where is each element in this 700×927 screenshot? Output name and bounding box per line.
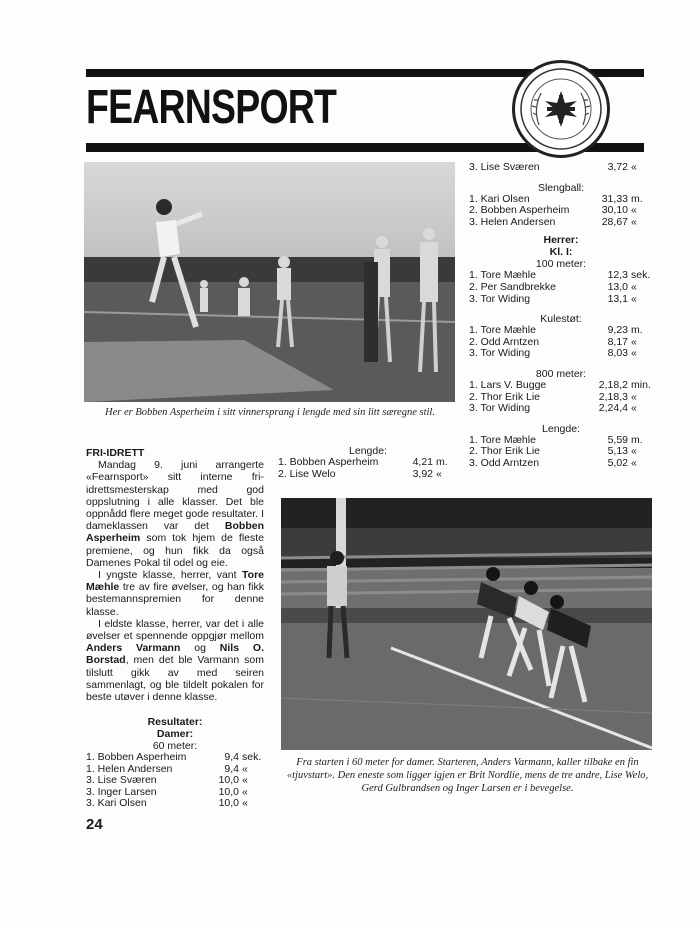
result-unit: « xyxy=(631,335,637,348)
result-name: 1. Tore Mæhle xyxy=(469,269,536,282)
result-name: 1. Kari Olsen xyxy=(469,192,530,205)
result-name: 3. Helen Andersen xyxy=(469,215,556,228)
results-damer-lengde xyxy=(278,445,458,480)
result-name: 1. Tore Mæhle xyxy=(469,433,536,446)
result-value: 8,03 xyxy=(607,347,628,360)
result-unit: « xyxy=(631,215,637,228)
event-800m: 800 meter: xyxy=(535,367,587,380)
result-unit: min. xyxy=(631,378,651,391)
page-title: FEARNSPORT xyxy=(86,81,337,134)
result-name: 2. Bobben Asperheim xyxy=(469,204,570,217)
result-name: 1. Helen Andersen xyxy=(86,762,173,775)
result-value: 10,0 xyxy=(218,785,239,798)
result-unit: « xyxy=(242,762,248,775)
results-group-damer: Damer: xyxy=(156,728,194,740)
result-value: 4,21 xyxy=(412,456,433,468)
result-unit: « xyxy=(631,280,637,293)
result-value: 5,02 xyxy=(607,456,628,469)
result-value: 13,0 xyxy=(607,280,628,293)
long-jump-photo xyxy=(84,162,455,402)
result-value: 8,17 xyxy=(607,335,628,348)
result-row xyxy=(469,380,653,392)
result-value: 10,0 xyxy=(218,797,239,810)
result-unit: « xyxy=(242,797,248,810)
result-row xyxy=(469,325,653,337)
result-value: 2,24,4 xyxy=(598,402,628,415)
result-unit: m. xyxy=(631,192,643,205)
result-name: 1. Tore Mæhle xyxy=(469,324,536,337)
result-name: 3. Tor Widing xyxy=(469,347,531,360)
result-value: 2,18,3 xyxy=(598,390,628,403)
event-slengball: Slengball: xyxy=(537,181,585,194)
result-name: 3. Lise Sværen xyxy=(86,774,157,787)
section-heading: FRI-IDRETT xyxy=(86,447,145,459)
result-row: 3. Lise Sværen 3,72 « xyxy=(469,161,637,173)
result-unit: « xyxy=(631,445,637,458)
result-row xyxy=(469,458,653,470)
result-value: 13,1 xyxy=(607,292,628,305)
results-damer-60m xyxy=(86,716,264,810)
result-name: 1. Bobben Asperheim xyxy=(86,751,187,763)
result-value: 30,10 xyxy=(601,204,628,217)
result-row xyxy=(469,217,653,229)
event-60m: 60 meter: xyxy=(152,740,198,752)
result-value: 5,13 xyxy=(607,445,628,458)
paragraph-1: Mandag 9. juni arrangerte «Fearnsport» sitt interne fri-idrettsmesterskap med god oppslutning i alle klasser. Det ble oppnådd flere meget gode resultater. I dameklassen var det Bobben Asperheim som tok hjem de fleste premiene, og hun fikk da også Damenes Pokal til odel og eie. xyxy=(86,459,264,569)
result-unit: « xyxy=(631,347,637,360)
result-value: 28,67 xyxy=(601,215,628,228)
result-row xyxy=(469,403,653,415)
result-unit: m. xyxy=(436,456,448,468)
result-name: 2. Per Sandbrekke xyxy=(469,280,556,293)
result-name: 3. Tor Widing xyxy=(469,292,531,305)
result-unit: « xyxy=(631,456,637,469)
result-name: 3. Odd Arntzen xyxy=(469,456,540,469)
club-seal-logo xyxy=(512,60,610,158)
results-heading: Resultater: xyxy=(147,716,203,728)
page-number: 24 xyxy=(86,816,103,833)
paragraph-3: I eldste klasse, herrer, var det i alle øvelser et spennende oppgjør mellom Anders Varmann og Nils O. Borstad, men det ble Varmann som tilslutt gikk av med seiren sammenlagt, og ble tildelt pokalen for beste utøver i denne klasse. xyxy=(86,617,264,704)
result-row xyxy=(278,457,458,469)
event-lengde: Lengde: xyxy=(349,445,387,457)
result-value: 9,23 xyxy=(607,324,628,337)
sprint-start-photo-caption: Fra starten i 60 meter for damer. Starteren, Anders Varmann, kaller tilbake en fin «tjuvstart». Den eneste som ligger igjen er Brit Nordlie, mens de tre andre, Lise Welo, Gerd Gulbrandsen og Inger Larsen er i bevegelse. xyxy=(286,757,649,794)
result-unit: « xyxy=(242,774,248,787)
result-unit: « xyxy=(436,467,442,480)
result-name: 3. Kari Olsen xyxy=(86,797,147,810)
result-unit: « xyxy=(242,785,248,798)
result-row xyxy=(469,348,653,360)
result-row xyxy=(86,752,264,764)
result-unit: sek. xyxy=(242,751,262,763)
results-right-column xyxy=(469,162,653,470)
result-value: 9,4 xyxy=(224,751,239,763)
result-value: 31,33 xyxy=(601,192,628,205)
result-row xyxy=(469,282,653,294)
result-name: 2. Thor Erik Lie xyxy=(469,390,541,403)
paragraph-2: I yngste klasse, herrer, vant Tore Mæhle tre av fire øvelser, og han fikk bestemannspremien for denne klasse. xyxy=(86,569,264,618)
result-unit: m. xyxy=(631,324,643,337)
result-unit: « xyxy=(631,204,637,217)
result-row xyxy=(86,798,264,810)
result-name: 3. Tor Widing xyxy=(469,402,531,415)
result-value: 2,18,2 xyxy=(598,378,628,391)
result-unit: sek. xyxy=(631,269,651,282)
result-name: 2. Lise Welo xyxy=(278,467,336,480)
result-unit: « xyxy=(631,390,637,403)
event-kulestot: Kulestøt: xyxy=(540,313,582,326)
result-name: 2. Odd Arntzen xyxy=(469,335,540,348)
results-class-1: Kl. I: xyxy=(549,246,573,259)
event-lengde-herrer: Lengde: xyxy=(542,422,580,435)
results-group-herrer: Herrer: xyxy=(543,234,579,247)
result-row xyxy=(469,294,653,306)
result-name: 1. Lars V. Bugge xyxy=(469,378,547,391)
result-unit: « xyxy=(631,292,637,305)
result-value: 5,59 xyxy=(607,433,628,446)
result-unit: m. xyxy=(631,433,643,446)
result-value: 12,3 xyxy=(607,269,628,282)
result-name: 2. Thor Erik Lie xyxy=(469,445,541,458)
result-row xyxy=(278,469,458,481)
article-text xyxy=(86,447,264,703)
result-name: 3. Inger Larsen xyxy=(86,785,157,798)
result-unit: « xyxy=(631,402,637,415)
event-100m: 100 meter: xyxy=(535,258,587,271)
sprint-start-photo xyxy=(281,498,652,750)
result-value: 9,4 xyxy=(224,762,239,775)
result-value: 10,0 xyxy=(218,774,239,787)
result-value: 3,92 xyxy=(412,467,433,480)
result-name: 1. Bobben Asperheim xyxy=(278,456,379,468)
long-jump-photo-caption: Her er Bobben Asperheim i sitt vinnersprang i lengde med sin litt særegne stil. xyxy=(105,407,435,418)
